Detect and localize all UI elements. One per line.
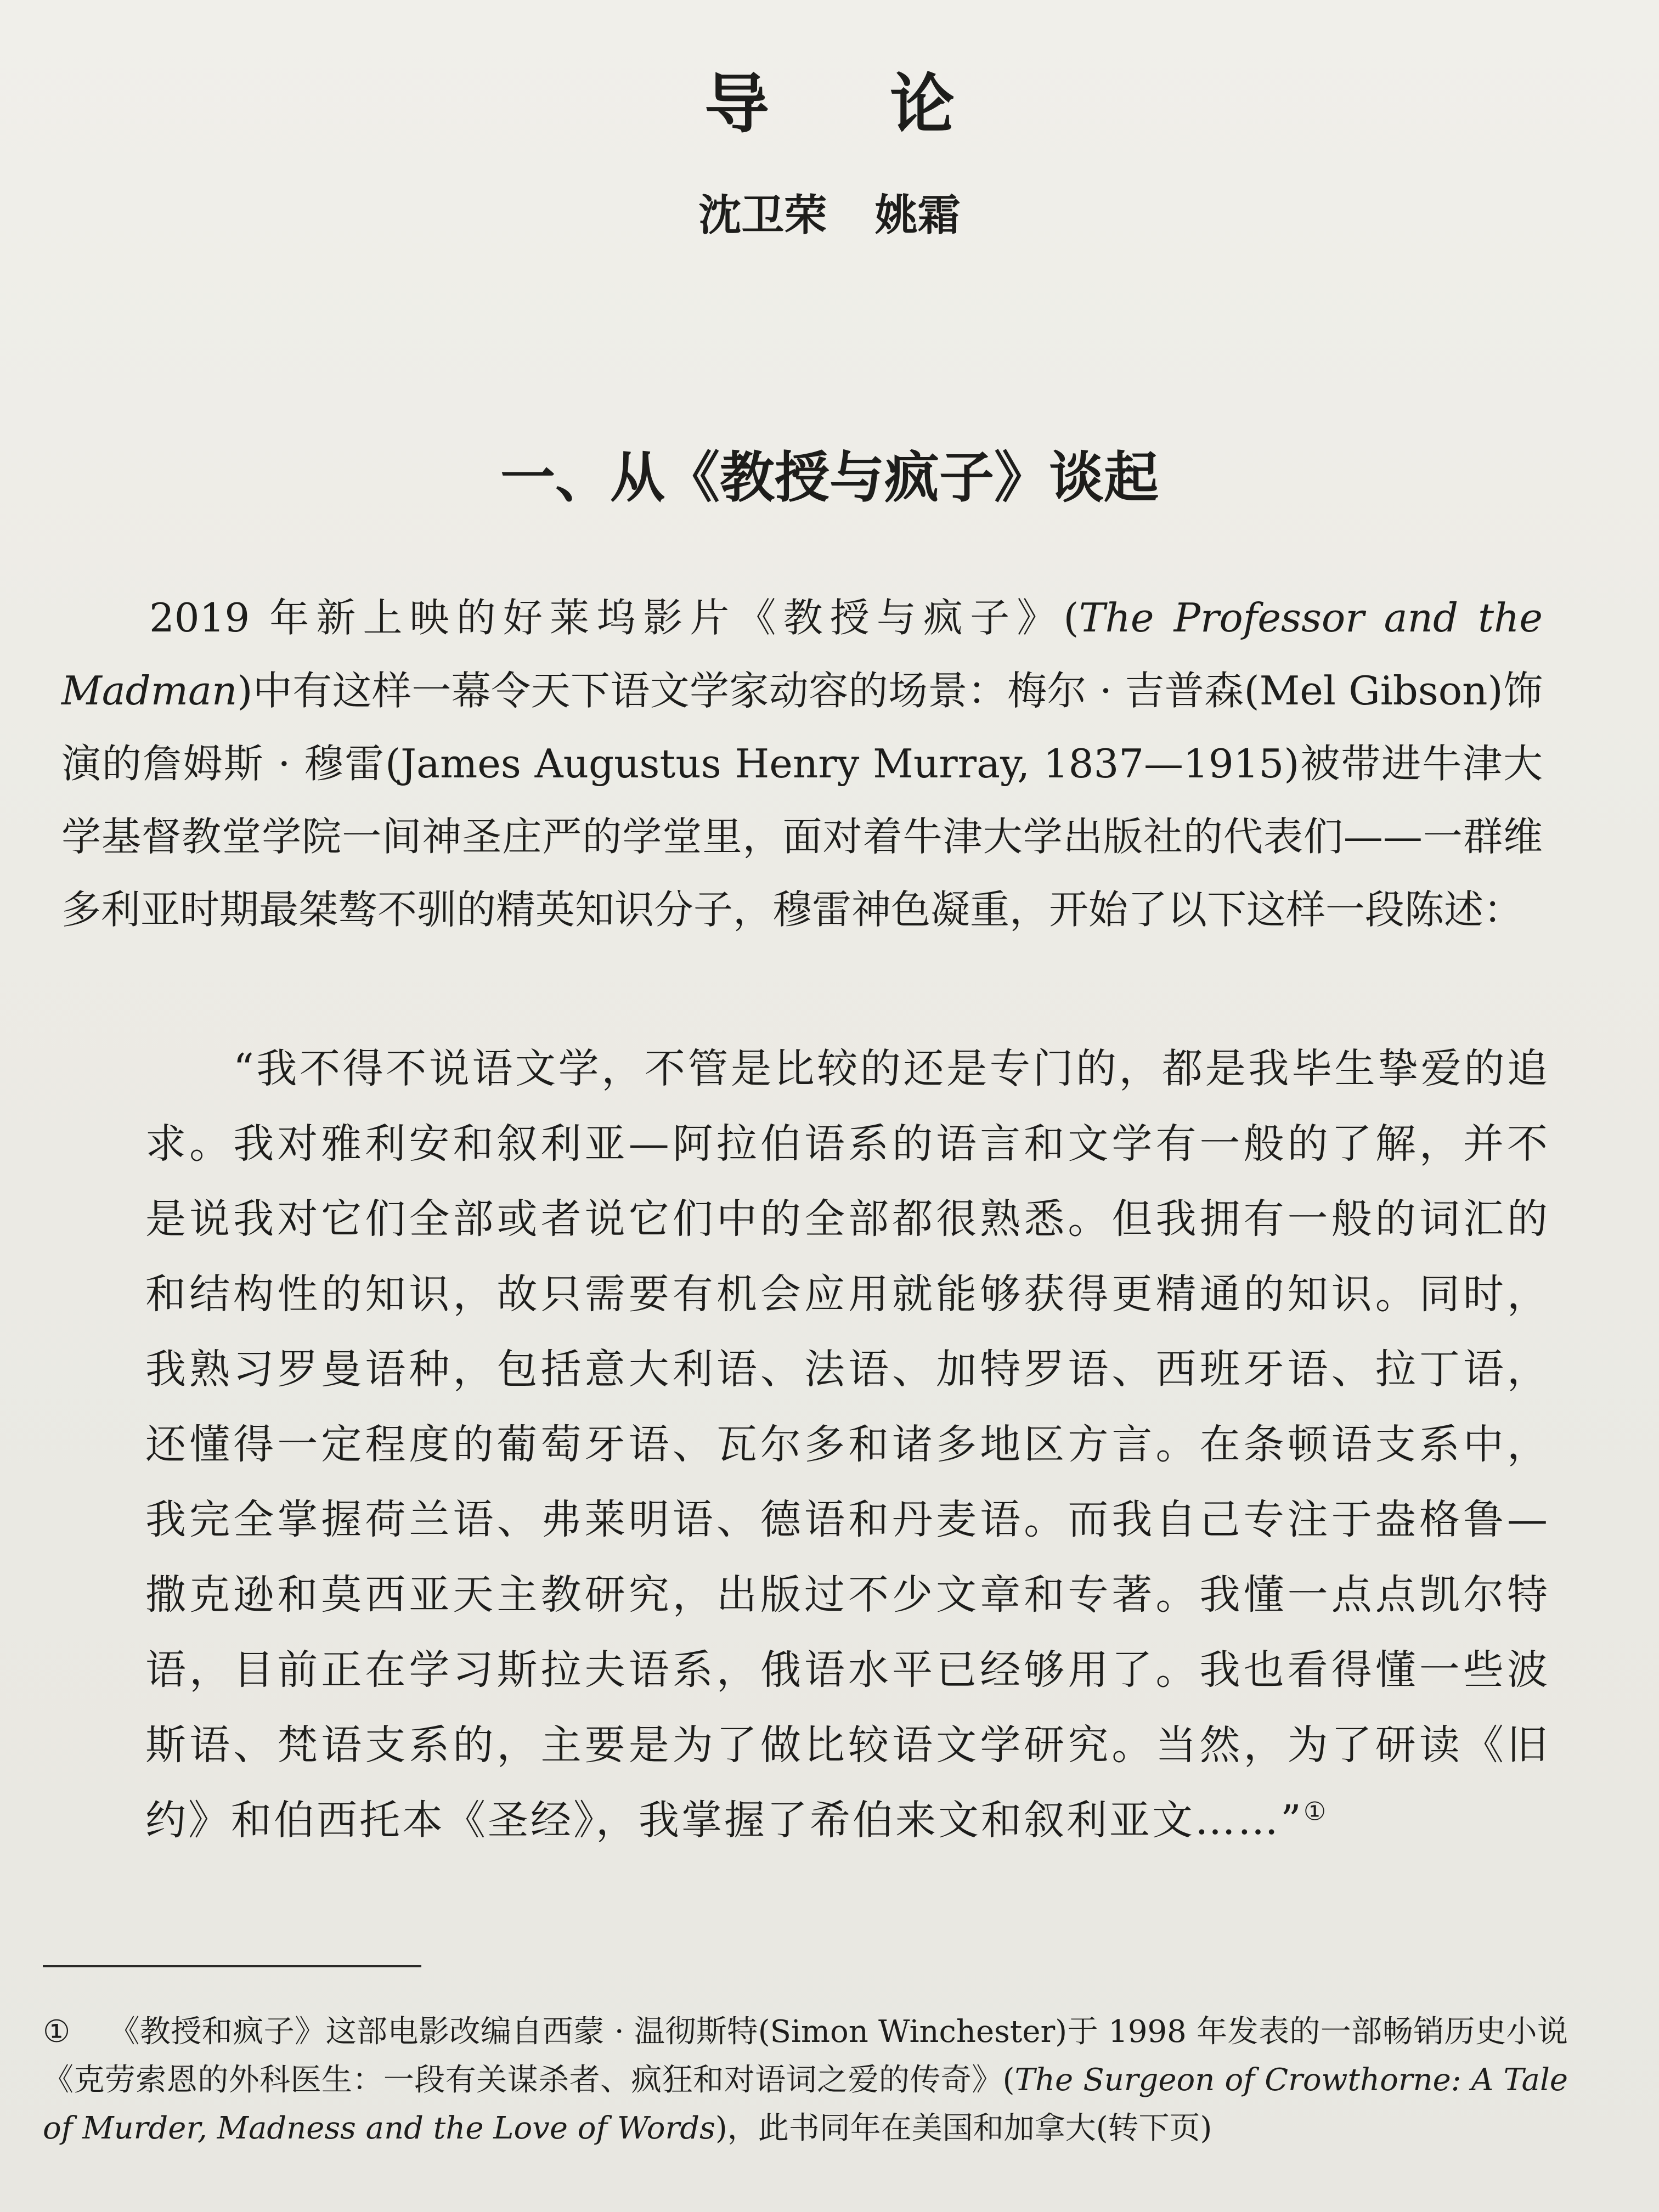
footnote-marker: ① (43, 2014, 71, 2050)
footnote-divider (43, 1965, 421, 1967)
paragraph-text-rest: )中有这样一幕令天下语文学家动容的场景：梅尔 · 吉普森(Mel Gibson)饰演的詹姆斯 · 穆雷(James Augustus Henry Murray, 1837—1915)被带进牛津大学基督教堂学院一间神圣庄严的学堂里，面对着牛津大学出版社的代表们——一群维多利亚时期最桀骜不驯的精英知识分子，穆雷神色凝重，开始了以下这样一段陈述： (61, 668, 1543, 933)
footnote-text-start: 《教授和疯子》这部电影改编自西蒙 · 温彻斯特(Simon Winchester)于 1998 年发表的一部畅销历史小说《克劳索恩的外科医生：一段有关谋杀者、疯狂和对语词之爱的传奇》( (43, 2014, 1568, 2098)
book-title-english: The Surgeon of Crowthorne: A Tale of Murder, Madness and the Love of Words (43, 2062, 1568, 2146)
body-paragraph (61, 582, 1543, 946)
footnote (43, 2008, 1568, 2153)
footnote-text-rest: )，此书同年在美国和加拿大(转下页) (715, 2111, 1212, 2146)
chapter-authors: 沈卫荣 姚霜 (698, 191, 961, 240)
section-heading: 一、从《教授与疯子》谈起 (500, 445, 1159, 510)
paragraph-text-start: 2019 年新上映的好莱坞影片《教授与疯子》( (149, 595, 1079, 641)
film-title-english: The Professor and the Madman (61, 595, 1543, 714)
block-quote (145, 1031, 1550, 1858)
footnote-reference: ① (1303, 1796, 1329, 1826)
chapter-title: 导论 (704, 66, 1075, 142)
quote-text: “我不得不说语文学，不管是比较的还是专门的，都是我毕生挚爱的追求。我对雅利安和叙利亚—阿拉伯语系的语言和文学有一般的了解，并不是说我对它们全部或者说它们中的全部都很熟悉。但我拥有一般的词汇的和结构性的知识，故只需要有机会应用就能够获得更精通的知识。同时，我熟习罗曼语种，包括意大利语、法语、加特罗语、西班牙语、拉丁语，还懂得一定程度的葡萄牙语、瓦尔多和诸多地区方言。在条顿语支系中，我完全掌握荷兰语、弗莱明语、德语和丹麦语。而我自己专注于盎格鲁—撒克逊和莫西亚天主教研究，出版过不少文章和专著。我懂一点点凯尔特语，目前正在学习斯拉夫语系，俄语水平已经够用了。我也看得懂一些波斯语、梵语支系的，主要是为了做比较语文学研究。当然，为了研读《旧约》和伯西托本《圣经》，我掌握了希伯来文和叙利亚文……” (145, 1045, 1550, 1844)
